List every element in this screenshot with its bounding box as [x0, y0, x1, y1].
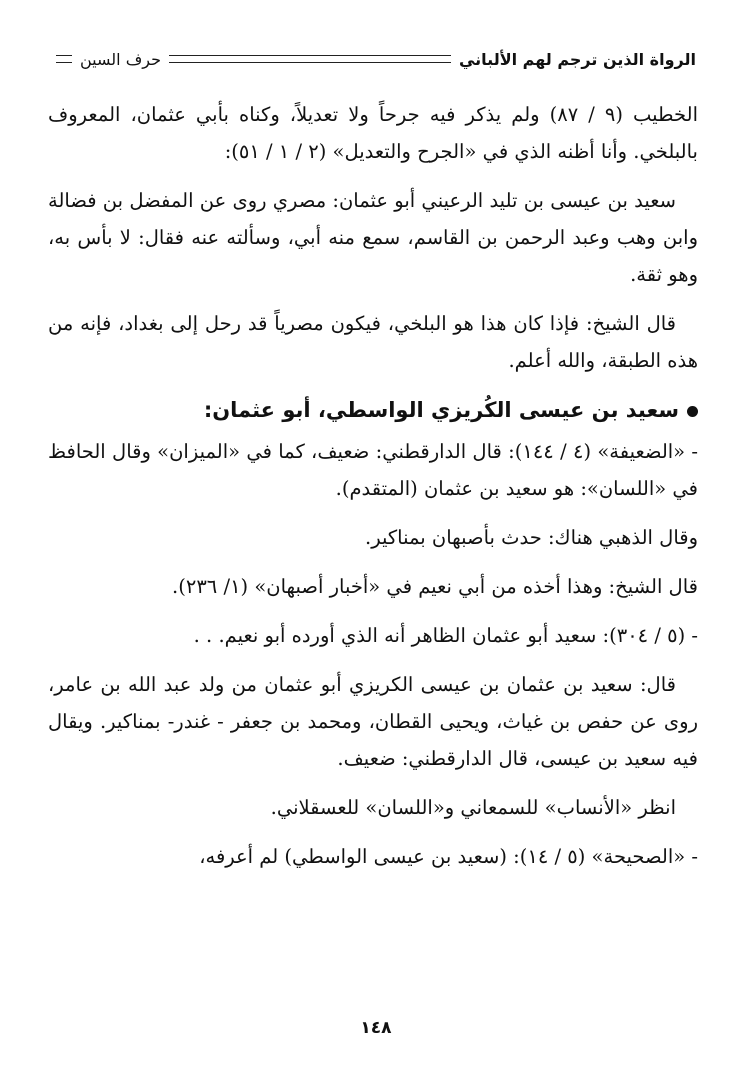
header-rule: [169, 55, 451, 63]
page-body: [48, 96, 698, 887]
entry: - (٥ / ٣٠٤): سعيد أبو عثمان الظاهر أنه الذي أورده أبو نعيم. . .: [193, 624, 698, 647]
chapter-title: حرف السين: [80, 49, 161, 69]
entry: - «الضعيفة» (٤ / ١٤٤): قال الدارقطني: ضعيف، كما في «الميزان» وقال الحافظ في «اللسان»: هو سعيد بن عثمان (المتقدم).: [48, 440, 699, 500]
book-title: الرواة الذين ترجم لهم الألباني: [458, 49, 696, 69]
paragraph: سعيد بن عيسى بن تليد الرعيني أبو عثمان: مصري روى عن المفضل بن فضالة وابن وهب وعبد الرحمن بن القاسم، سمع منه أبي، وسألته عنه فقال: لا بأس به، وهو ثقة.: [48, 189, 698, 286]
running-header: [56, 44, 696, 74]
section-heading: [48, 391, 698, 429]
entry: قال الشيخ: وهذا أخذه من أبي نعيم في «أخبار أصبهان» (١/ ٢٣٦).: [172, 575, 698, 598]
paragraph: الخطيب (٩ / ٨٧) ولم يذكر فيه جرحاً ولا تعديلاً، وكناه بأبي عثمان، المعروف بالبلخي. وأنا أظنه الذي في «الجرح والتعديل» (٢ / ١ / ٥١):: [48, 103, 698, 163]
entry: وقال الذهبي هناك: حدث بأصبهان بمناكير.: [365, 526, 698, 549]
paragraph: قال الشيخ: فإذا كان هذا هو البلخي، فيكون مصرياً قد رحل إلى بغداد، فإنه من هذه الطبقة، والله أعلم.: [48, 312, 698, 372]
header-dash: [56, 55, 72, 63]
entry: انظر «الأنساب» للسمعاني و«اللسان» للعسقلاني.: [270, 796, 676, 819]
section-heading-text: سعيد بن عيسى الكُريزي الواسطي، أبو عثمان:: [203, 398, 679, 422]
page-number: ١٤٨: [360, 1018, 392, 1038]
entry: قال: سعيد بن عثمان بن عيسى الكريزي أبو عثمان من ولد عبد الله بن عامر، روى عن حفص بن غياث، ويحيى القطان، ومحمد بن جعفر - غندر- بمناكير. ويقال فيه سعيد بن عيسى، قال الدارقطني: ضعيف.: [48, 673, 698, 770]
entry: - «الصحيحة» (٥ / ١٤): (سعيد بن عيسى الواسطي) لم أعرفه،: [199, 845, 698, 868]
bullet-icon: [687, 406, 698, 417]
